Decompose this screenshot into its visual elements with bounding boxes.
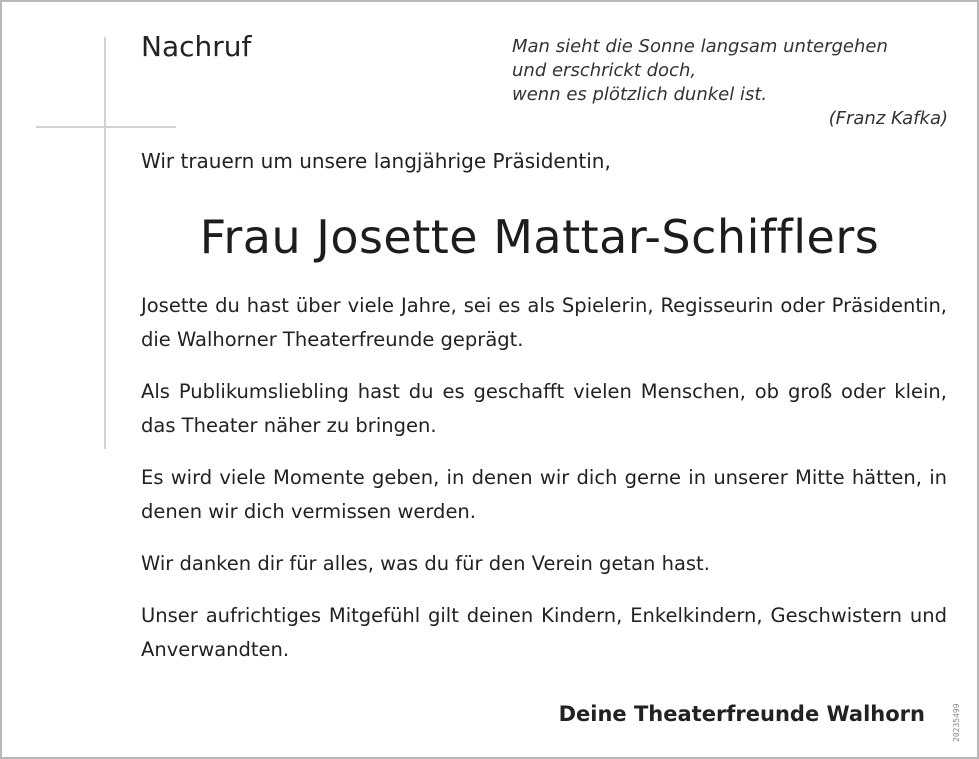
paragraph: Josette du hast über viele Jahre, sei es als Spielerin, Regisseurin oder Präsidentin, die Walhorner Theaterfreunde geprägt. xyxy=(141,294,947,351)
quote-line: wenn es plötzlich dunkel ist. xyxy=(512,84,768,105)
quote-line: Man sieht die Sonne langsam untergehen xyxy=(512,36,888,57)
paragraph: Wir danken dir für alles, was du für den Verein getan hast. xyxy=(141,552,710,575)
intro-text: Wir trauern um unsere langjährige Präsidentin, xyxy=(141,149,611,173)
ad-code: 20235499 xyxy=(952,703,961,742)
paragraph: Unser aufrichtiges Mitgefühl gilt deinen Kindern, Enkelkindern, Geschwistern und Anverwandten. xyxy=(141,604,947,661)
obituary-body xyxy=(141,289,947,685)
cross-horizontal-bar xyxy=(36,126,176,128)
quote-author: (Franz Kafka) xyxy=(828,108,948,129)
signature: Deine Theaterfreunde Walhorn xyxy=(558,702,925,726)
paragraph: Es wird viele Momente geben, in denen wir dich gerne in unserer Mitte hätten, in denen wir dich vermissen werden. xyxy=(141,466,947,523)
paragraph: Als Publikumsliebling hast du es geschafft vielen Menschen, ob groß oder klein, das Theater näher zu bringen. xyxy=(141,380,947,437)
deceased-name: Frau Josette Mattar-Schifflers xyxy=(199,210,880,264)
quote-line: und erschrickt doch, xyxy=(512,60,697,81)
obituary-heading: Nachruf xyxy=(141,30,252,63)
quote-block xyxy=(512,35,948,131)
